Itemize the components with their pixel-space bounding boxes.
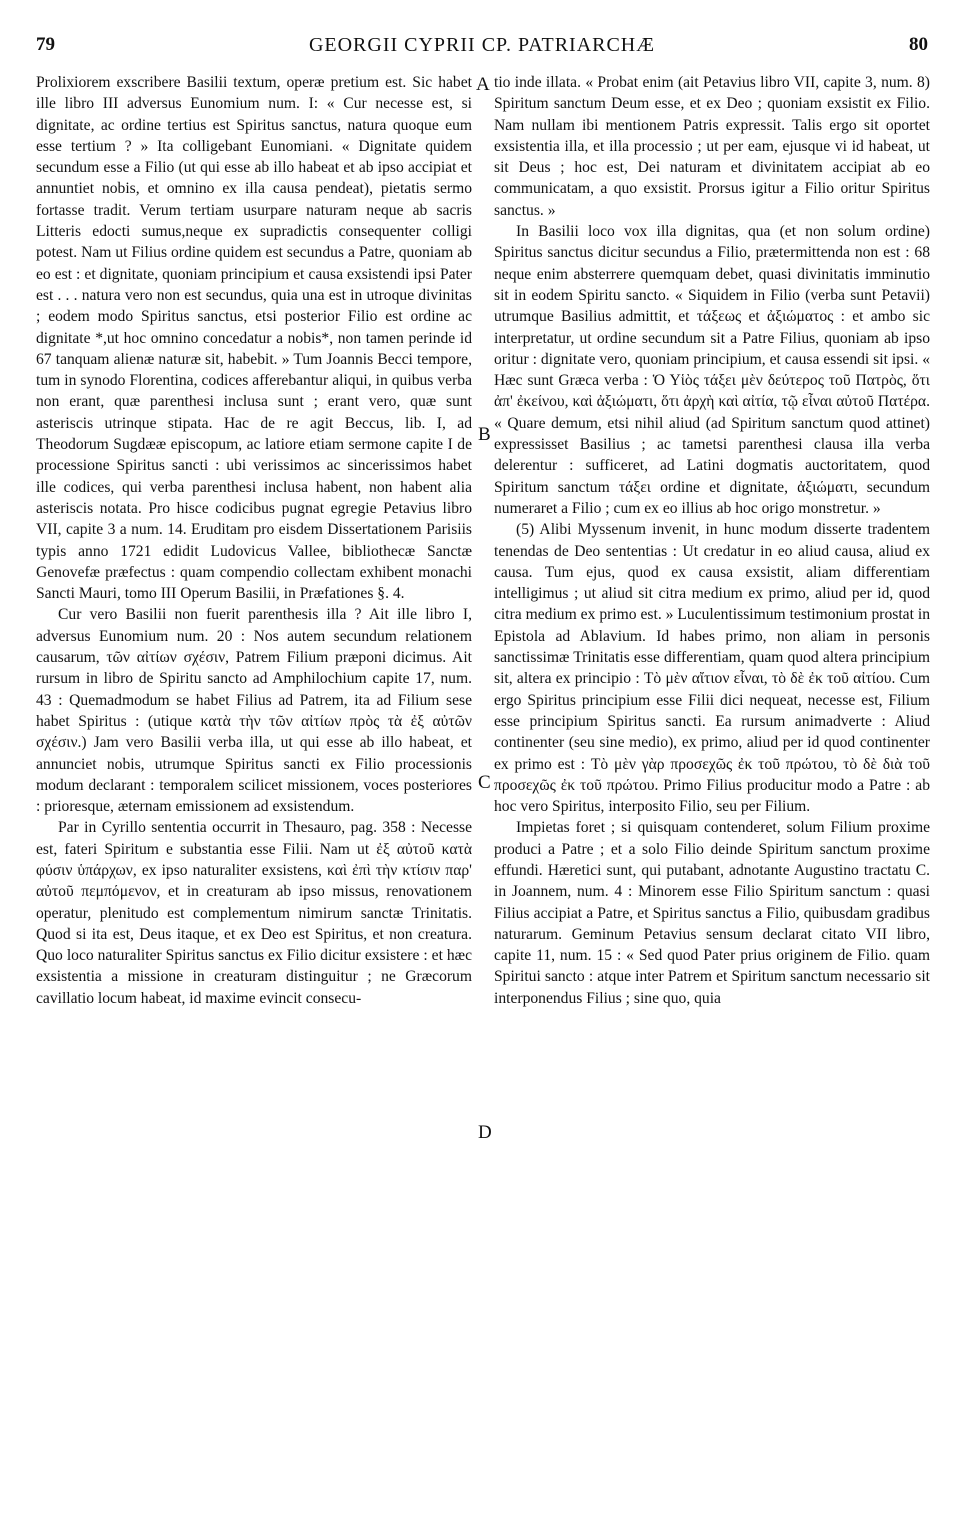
running-title: GEORGII CYPRII CP. PATRIARCHÆ — [308, 34, 656, 56]
right-paragraph-1: tio inde illata. « Probat enim (ait Petavius libro VII, capite 3, num. 8) Spiritum sanctum Deum esse, et ex Deo ; quoniam exsistit ex Filio. Nam nullam ibi mentionem Patris expressit. Talis ergo sit oportet exsistentia illa, et illa processio ; ut per eam, ejusque vi id habeat, ut sit Deus ; hoc est, Dei naturam et divinitatem accipiat ab eo communicatam, a quo exsistit. Prorsus igitur a Filio oritur Spiritus sanctus. » — [494, 74, 930, 219]
left-paragraph-1: Prolixiorem exscribere Basilii textum, operæ pretium est. Sic habet ille libro III adversus Eunomium num. I: « Cur necesse est, si dignitate, ac ordine tertius est Spiritus sanctus, natura quoque eum esse tertium ? » Ita colligebant Eunomiani. « Dignitate quidem secundum esse a Filio (ut qui esse ab illo habeat et ab ipso accipiat et annuntiet nobis, et omnino ex illa causa pendeat), pietatis sermo fortasse tradit. Verum tertiam usurpare naturam neque ab sacris Litteris edocti sumus,neque ex supradictis consequenter colligi potest. Nam ut Filius ordine quidem est secundus a Patre, quoniam ab eo est : et dignitate, quoniam principium et causa exsistendi ipsi Pater est . . . natura vero non est secundus, quia una est in utroque divinitas ; eodem modo Spiritus sanctus, etsi posterior Filio est ordine ac dignitate *,ut hoc omnino concedatur a nobis*, non tamen perinde id 67 tanquam alienæ naturæ sit, habebit. » Tum Joannis Becci tempore, tum in synodo Florentina, codices afferebantur aliqui, in quibus verba non erant, quæ parenthesi inclusa sunt ; erant vero, quæ sunt asteriscis utrinque stipata. Hac de re agit Beccus, lib. I, ad Theodorum Sugdææ episcopum, ac latiore etiam sermone capite I de processione Spiritus sancti : ubi verissimos ac sincerissimos habet ille codices, qui verba parenthesi inclusa habent, non habent alia asteriscis notata. Pro hisce codicibus pugnat egregie Petavius libro VII, capite 3 a num. 14. Eruditam pro eisdem Dissertationem Parisiis typis anno 1721 edidit Ludovicus Vallee, bibliothecæ Sanctæ Genovefæ præfectus : quam compendio collectam exhibent monachi Sancti Mauri, tomo III Operum Basilii, in Præfationes §. 4. — [36, 74, 472, 603]
right-column — [494, 72, 930, 1009]
right-paragraph-3: (5) Alibi Myssenum invenit, in hunc modum disserte tradentem tenendas de Deo sententias : Ut credatur in eo aliud causa, aliud ex causa. Tum ejus, quod ex causa exsistit, aliam differentiam intelligimus ; ut aliud sit citra medium ex primo, aliud per id, quod citra medium ex primo est. » Luculentissimum testimonium prostat in Epistola ad Ablavium. Id habes primo, non aliam in personis sanctissimæ Trinitatis esse differentiam, quam quod altera principium sit, altera ex principio : Τὸ μὲν αἴτιον εἶναι, τὸ δὲ ἐκ τοῦ αἰτίου. Cum ergo Spiritus principium esse Filii dici nequeat, necesse est, Filium esse principium Spiritus sancti. Ea rursum animadverte : Aliud continenter (seu sine medio), ex primo, aliud per id quod continenter ex primo est : Τὸ μὲν γὰρ προσεχῶς ἐκ τοῦ πρώτου, τὸ δὲ διὰ τοῦ προσεχῶς ἐκ τοῦ πρώτου. Primo Filius producitur modo a Patre : ab hoc vero Spiritus, interposito Filio, seu per Filium. — [494, 521, 930, 816]
margin-letter-c: C — [478, 772, 491, 793]
page-number-left: 79 — [36, 34, 55, 55]
right-paragraph-4: Impietas foret ; si quisquam contenderet, solum Filium proxime produci a Patre ; et a solo Filio deinde Spiritum sanctum proxime effundi. Hæretici sunt, qui putabant, adnotante Augustino tractatu C. in Joannem, num. 4 : Minorem esse Filio Spiritum sanctum : quasi Filius accipiat a Patre, et Spiritus sanctus a Filio, quibusdam gradibus naturarum. Geminum Petavius sensum declarat citato VII libro, capite 11, num. 15 : « Sed quod Pater prius originem de Filio. quam Spiritui sancto : atque inter Patrem et Spiritum sanctum necessario sit interponendus Filius ; sine quo, quia — [494, 819, 930, 1007]
margin-letter-a: A — [476, 74, 490, 95]
margin-letter-b: B — [478, 424, 491, 445]
page-header — [36, 34, 928, 64]
right-paragraph-2: In Basilii loco vox illa dignitas, qua (et non solum ordine) Spiritus sanctus dicitur secundus a Filio, prætermittenda non est : 68 neque enim absterrere quemquam debet, quasi divinitatis imminutio sit in eodem Spiritu sancto. « Siquidem in Filio (verba sunt Petavii) utrumque Basilius admittit, et τάξεως et ἀξιώματος : et ambo sic interpretatur, ut ordine secundum sit a Patre Filius, quoniam ab ipso oritur : dignitate vero, quoniam principium, et causa essendi sit ipsi. « Hæc sunt Græca verba : Ὁ Υἱὸς τάξει μὲν δεύτερος τοῦ Πατρὸς, ὅτι ἀπ' ἐκείνου, καὶ ἀξιώματι, ὅτι ἀρχὴ καὶ αἰτία, τῷ εἶναι αὐτοῦ Πατέρα. « Quare demum, etsi nihil aliud (ad Spiritum sanctum quod attinet) expressisset Basilius ; ac tametsi parenthesi clausa illa verba delerentur : sufficeret, ad Latini dogmatis auctoritatem, quod Spiritum sanctum τάξει ordine et dignitate, ἀξιώματι, secundum numeraret a Filio ; cum ex eo illius ab hoc origo monstretur. » — [494, 223, 930, 517]
margin-letter-d: D — [478, 1122, 492, 1143]
left-column — [36, 72, 472, 1009]
page-number-right: 80 — [909, 34, 928, 55]
left-paragraph-2: Cur vero Basilii non fuerit parenthesis illa ? Ait ille libro I, adversus Eunomium num. 20 : Nos autem secundum relationem causarum, τῶν αἰτίων σχέσιν, Patrem Filium præponi dicimus. Ait rursum in libro de Spiritu sancto ad Amphilochium capite 17, num. 43 : Quemadmodum se habet Filius ad Patrem, ita ad Filium sese habet Spiritus : (utique κατὰ τὴν τῶν αἰτίων πρὸς τὰ ἐξ αὐτῶν σχέσιν.) Jam vero Basilii verba illa, ut qui esse ab illo habeat, et annunciet nobis, utrumque Spiritus sancti ex Filio processionis modum declarant : temporalem scilicet missionem, voces posteriores : prioresque, æternam emissionem ad exsistendum. — [36, 606, 472, 816]
left-paragraph-3: Par in Cyrillo sententia occurrit in Thesauro, pag. 358 : Necesse est, fateri Spiritum e substantia esse Filii. Nam ut ἐξ αὐτοῦ κατὰ φύσιν ὑπάρχων, ex ipso naturaliter exsistens, καὶ ἐπὶ τὴν κτίσιν παρ' αὐτοῦ πεμπόμενον, et in creaturam ab ipso missus, renovationem operatur, plenitudo est complementum nimirum sanctæ Trinitatis. Quod si ita est, Deus itaque, et ex Deo est Spiritus, et non creatura. Quo loco naturaliter Spiritus sanctus ex Filio dicitur exsistere : et hæc exsistentia a missione in creaturam distinguitur ; ne Græcorum cavillatio locum habeat, id maxime evincit consecu- — [36, 819, 472, 1007]
